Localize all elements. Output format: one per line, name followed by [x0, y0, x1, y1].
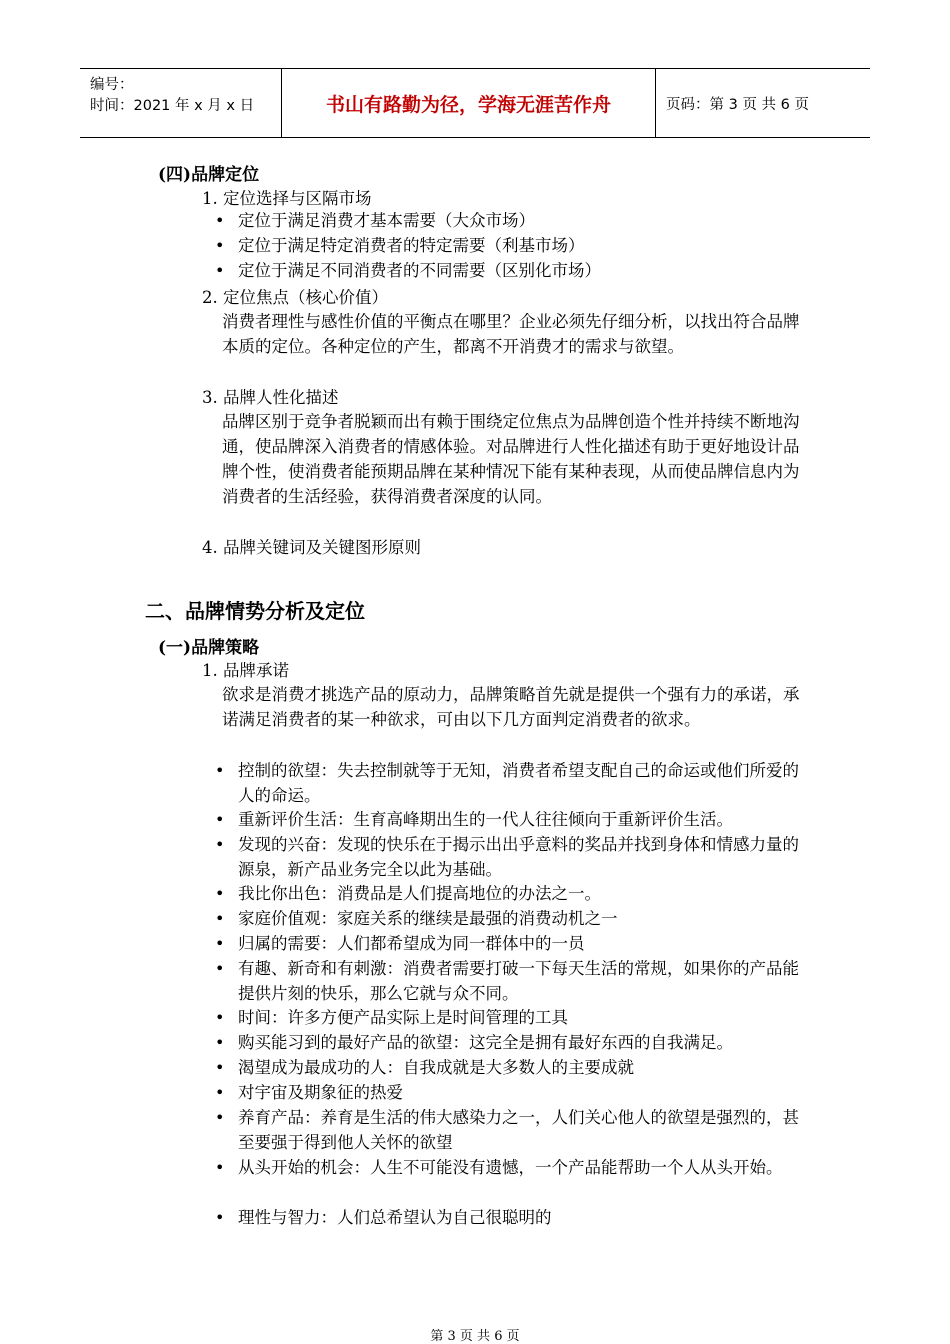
- bullet-icon: •: [215, 1058, 225, 1077]
- bullet-icon: •: [215, 835, 225, 854]
- bullet-icon: •: [215, 1033, 225, 1052]
- bullet-icon: •: [215, 959, 225, 978]
- item-2-heading: 2. 定位焦点（核心价值）: [202, 288, 388, 307]
- page-footer: 第 3 页 共 6 页: [430, 1329, 520, 1344]
- bullet-icon: •: [215, 810, 225, 829]
- list-item: • 有趣、新奇和有刺激：消费者需要打破一下每天生活的常规，如果你的产品能提供片刻的快乐，那么它就与众不同。: [215, 956, 815, 1006]
- bullet-icon: •: [215, 261, 225, 280]
- bullet-icon: •: [215, 934, 225, 953]
- header-time-label: 时间：2021 年 x 月 x 日: [90, 98, 255, 114]
- section-4-title: (四)品牌定位: [158, 165, 260, 185]
- header-motto: 书山有路勤为径，学海无涯苦作舟: [282, 69, 656, 137]
- chapter-2-title: 二、品牌情势分析及定位: [145, 599, 365, 623]
- brand-promise-heading: 1. 品牌承诺: [202, 661, 289, 680]
- list-item: • 定位于满足特定消费者的特定需要（利基市场）: [215, 233, 815, 258]
- bullet-icon: •: [215, 761, 225, 780]
- list-item: • 理性与智力：人们总希望认为自己很聪明的: [215, 1205, 815, 1230]
- list-item: • 重新评价生活：生育高峰期出生的一代人往往倾向于重新评价生活。: [215, 807, 815, 832]
- list-item: • 养育产品：养育是生活的伟大感染力之一，人们关心他人的欲望是强烈的，甚至要强于得到他人关怀的欲望: [215, 1105, 815, 1155]
- list-item: • 对宇宙及期象征的热爱: [215, 1080, 815, 1105]
- bullet-icon: •: [215, 1158, 225, 1177]
- bullet-icon: •: [215, 1008, 225, 1027]
- bullet-icon: •: [215, 1208, 225, 1227]
- item-1-heading: 1. 定位选择与区隔市场: [202, 189, 372, 208]
- list-item: • 定位于满足消费才基本需要（大众市场）: [215, 208, 815, 233]
- item-4-heading: 4. 品牌关键词及关键图形原则: [202, 538, 421, 557]
- bullet-icon: •: [215, 909, 225, 928]
- list-item: • 控制的欲望：失去控制就等于无知，消费者希望支配自己的命运或他们所爱的人的命运。: [215, 758, 815, 808]
- bullet-icon: •: [215, 236, 225, 255]
- header-page-label: 页码：第 3 页 共 6 页: [666, 96, 809, 113]
- brand-promise-paragraph: 欲求是消费才挑选产品的原动力，品牌策略首先就是提供一个强有力的承诺，承诺满足消费者的某一种欲求，可由以下几方面判定消费者的欲求。: [222, 685, 800, 729]
- bullet-icon: •: [215, 211, 225, 230]
- item-3-paragraph: 品牌区别于竞争者脱颖而出有赖于围绕定位焦点为品牌创造个性并持续不断地沟通，使品牌深入消费者的情感体验。对品牌进行人性化描述有助于更好地设计品牌个性，使消费者能预期品牌在某种情况下能有某种表现，从而使品牌信息内为消费者的生活经验，获得消费者深度的认同。: [222, 412, 800, 506]
- list-item: • 时间：许多方便产品实际上是时间管理的工具: [215, 1005, 815, 1030]
- list-item: • 我比你出色：消费品是人们提高地位的办法之一。: [215, 881, 815, 906]
- list-item: • 家庭价值观：家庭关系的继续是最强的消费动机之一: [215, 906, 815, 931]
- list-item: • 发现的兴奋：发现的快乐在于揭示出出乎意料的奖品并找到身体和情感力量的源泉，新产品业务完全以此为基础。: [215, 832, 815, 882]
- subsection-1-title: (一)品牌策略: [158, 638, 260, 658]
- bullet-icon: •: [215, 1083, 225, 1102]
- bullet-icon: •: [215, 1108, 225, 1127]
- bullet-icon: •: [215, 884, 225, 903]
- page-header: [80, 68, 870, 138]
- list-item: • 定位于满足不同消费者的不同需要（区别化市场）: [215, 258, 815, 283]
- list-item: • 从头开始的机会：人生不可能没有遗憾，一个产品能帮助一个人从头开始。: [215, 1155, 815, 1180]
- list-item: • 购买能习到的最好产品的欲望：这完全是拥有最好东西的自我满足。: [215, 1030, 815, 1055]
- header-number-label: 编号：: [90, 77, 134, 93]
- item-2-paragraph: 消费者理性与感性价值的平衡点在哪里？企业必须先仔细分析，以找出符合品牌本质的定位。各种定位的产生，都离不开消费才的需求与欲望。: [222, 312, 800, 356]
- list-item: • 渴望成为最成功的人：自我成就是大多数人的主要成就: [215, 1055, 815, 1080]
- item-3-heading: 3. 品牌人性化描述: [202, 388, 339, 407]
- header-meta: [80, 69, 282, 137]
- list-item: • 归属的需要：人们都希望成为同一群体中的一员: [215, 931, 815, 956]
